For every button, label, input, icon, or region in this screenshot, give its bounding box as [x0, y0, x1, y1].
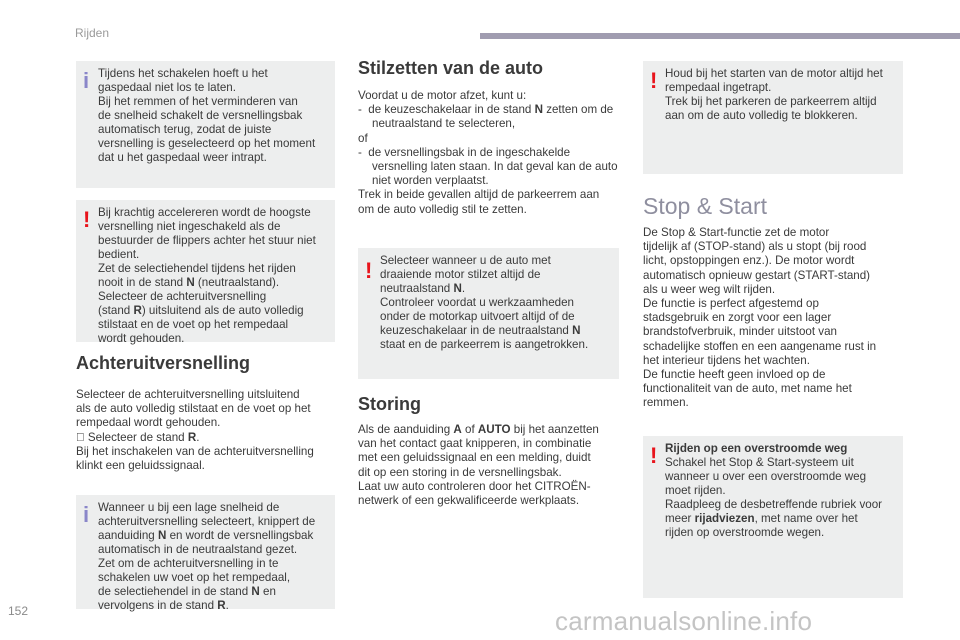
warning-icon: !: [365, 258, 373, 283]
warning-box-neutral: [358, 248, 619, 379]
info-box-reverse: [76, 495, 335, 612]
heading-stopping: Stilzetten van de auto: [358, 58, 544, 78]
text-line: onder de motorkap uitvoert altijd of de: [380, 310, 575, 323]
warning-box-flooded-road: [643, 436, 903, 598]
text-line: meer rijadviezen, met name over het: [665, 512, 858, 525]
malfunction-body: Als de aanduiding A of AUTO bij het aanzetten van het contact gaat knipperen, in combinatie met een geluidssignaal en een melding, duidt dit op een storing in de versnellingsbak. Laat uw auto controleren door het CITROËN- netwerk of een gekwalificeerde werkplaats.: [358, 423, 599, 508]
text-line: draaiende motor stilzet altijd de: [380, 268, 541, 281]
heading-reverse-gear: Achteruitversnelling: [76, 353, 251, 373]
text-line: gaspedaal niet los te laten.: [98, 81, 236, 94]
text-line: Houd bij het starten van de motor altijd het: [665, 67, 883, 80]
text-line: achteruitversnelling selecteert, knippert de: [98, 515, 316, 528]
warning-box-acceleration: [76, 200, 335, 345]
reverse-gear-body: Selecteer de achteruitversnelling uitsluitend als de auto volledig stilstaat en de voet op het rempedaal wordt gehouden. Selecteer de stand R. Bij het inschakelen van de achteruitversnelling klinkt een geluidssignaal.: [76, 388, 314, 473]
text-line: automatisch terug, zodat de juiste: [98, 123, 272, 136]
text-line: rijden op overstroomde wegen.: [665, 526, 825, 539]
text-line: versnelling niet ingeschakeld als de: [98, 220, 281, 233]
text-line: aan om de auto volledig te blokkeren.: [665, 109, 858, 122]
text-line: aanduiding N en wordt de versnellingsbak: [98, 529, 314, 542]
info-box-gearshift: [76, 61, 335, 188]
text-line: stilstaat en de voet op het rempedaal: [98, 318, 289, 331]
text-line: Tijdens het schakelen hoeft u het: [98, 67, 268, 80]
text-line: de selectiehendel in de stand N en: [98, 585, 276, 598]
text-line: schakelen uw voet op het rempedaal,: [98, 571, 291, 584]
section-title: Rijden: [75, 26, 110, 40]
text-line: Zet om de achteruitversnelling in te: [98, 557, 279, 570]
header-bar: [480, 33, 960, 39]
text-line: de snelheid schakelt de versnellingsbak: [98, 109, 303, 122]
text-line: Selecteer de achteruitversnelling: [98, 290, 267, 303]
text-line: wanneer u over een overstroomde weg: [665, 470, 867, 483]
text-line: Bij het remmen of het verminderen van: [98, 95, 298, 108]
text-line: (stand R) uitsluitend als de auto volledig: [98, 304, 304, 317]
warning-icon: !: [650, 68, 658, 93]
page-number: 152: [8, 604, 29, 618]
text-line: automatisch in de neutraalstand gezet.: [98, 543, 298, 556]
warning-box-parking: [643, 61, 903, 174]
info-icon: i: [83, 502, 90, 527]
heading-stop-start: Stop & Start: [643, 193, 768, 219]
text-line: bedient.: [98, 248, 140, 261]
text-line: Controleer voordat u werkzaamheden: [380, 296, 574, 309]
heading-malfunction: Storing: [358, 394, 421, 414]
text-line: Trek bij het parkeren de parkeerrem altijd: [665, 95, 877, 108]
warning-icon: !: [650, 443, 658, 468]
text-line: nooit in de stand N (neutraalstand).: [98, 276, 280, 289]
text-line: Selecteer wanneer u de auto met: [380, 254, 551, 267]
text-line: dat u het gaspedaal weer intrapt.: [98, 151, 267, 164]
text-line: staat en de parkeerrem is aangetrokken.: [380, 338, 589, 351]
text-line: moet rijden.: [665, 484, 726, 497]
text-line: bestuurder de flippers achter het stuur niet: [98, 234, 316, 247]
text-line: wordt gehouden.: [98, 332, 185, 345]
stop-start-body: De Stop & Start-functie zet de motor tijdelijk af (STOP-stand) als u stopt (bij rood licht, opstoppingen enz.). De motor wordt automatisch opnieuw gestart (START-stand) als u weer weg wilt rijden. De functie is perfect afgestemd op stadsgebruik en zorgt voor een lager brandstofverbruik, minder uitstoot van schadelijke stoffen en een aangename rust in het interieur tijdens het wachten. De functie heeft geen invloed op de functionaliteit van de auto, met name het remmen.: [643, 226, 877, 410]
text-line: neutraalstand N.: [380, 282, 466, 295]
text-line: Bij krachtig accelereren wordt de hoogste: [98, 206, 311, 219]
text-line: keuzeschakelaar in de neutraalstand N: [380, 324, 581, 337]
text-line: Raadpleeg de desbetreffende rubriek voor: [665, 498, 882, 511]
text-line: Zet de selectiehendel tijdens het rijden: [98, 262, 296, 275]
text-line: rempedaal ingetrapt.: [665, 81, 772, 94]
stopping-body: Voordat u de motor afzet, kunt u: - de keuzeschakelaar in de stand N zetten om de neutraalstand te selecteren, of - de versnellingsbak in de ingeschakelde versnelling laten staan. In dat geval kan de auto niet worden verplaatst. Trek in beide gevallen altijd de parkeerrem aan om de auto volledig stil te zetten.: [358, 89, 618, 216]
text-line: Wanneer u bij een lage snelheid de: [98, 501, 280, 514]
text-line: vervolgens in de stand R.: [98, 599, 229, 612]
info-icon: i: [83, 68, 90, 93]
text-line: versnelling is geselecteerd op het moment: [98, 137, 316, 150]
watermark: carmanualsonline.info: [555, 606, 813, 636]
warning-icon: !: [83, 207, 91, 232]
warning-title: Rijden op een overstroomde weg: [665, 442, 848, 455]
text-line: Schakel het Stop & Start-systeem uit: [665, 456, 854, 469]
